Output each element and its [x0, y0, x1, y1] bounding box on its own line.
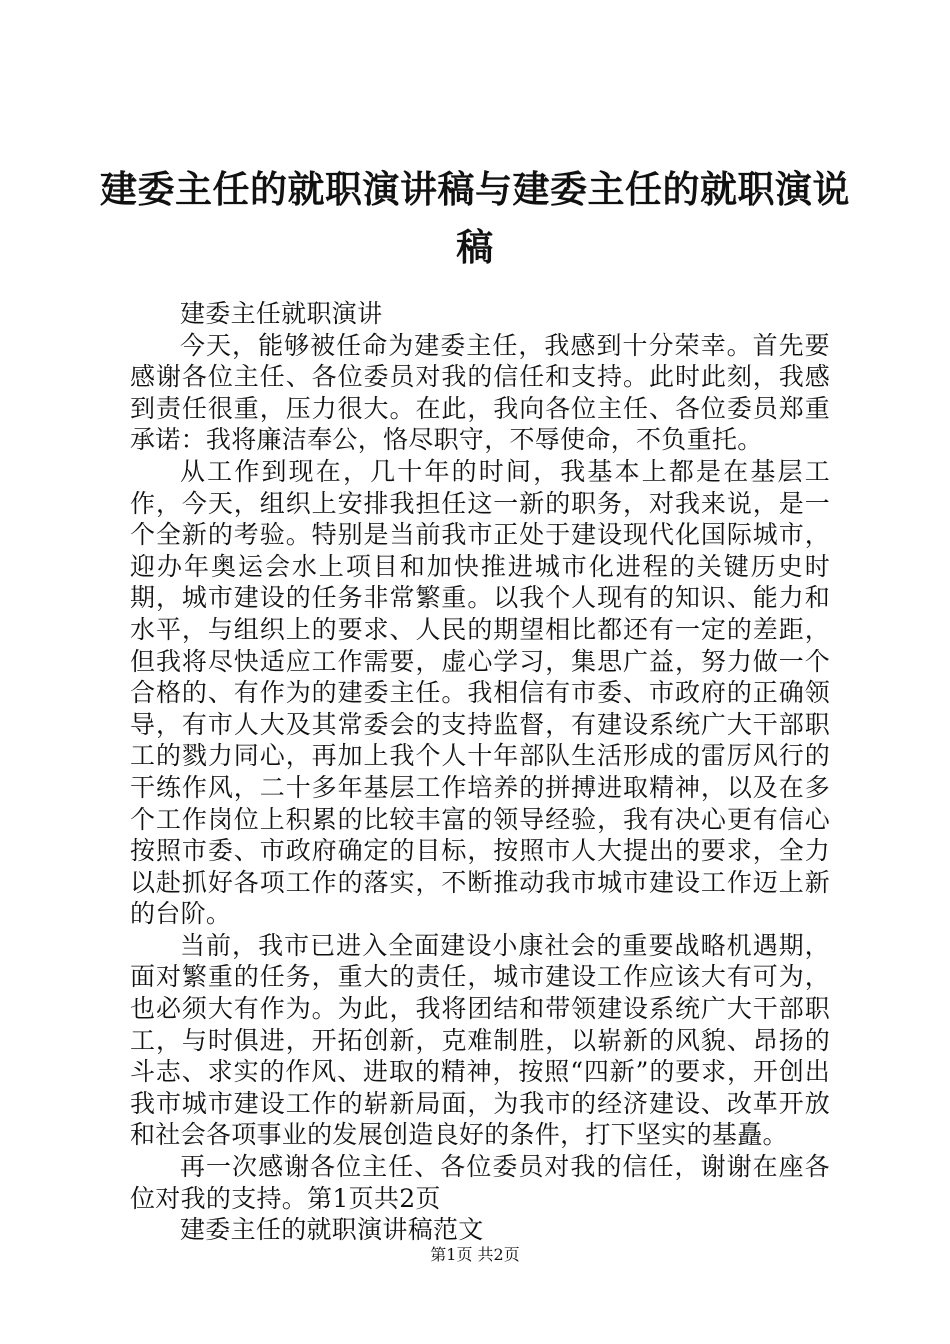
paragraph-section-heading: 建委主任的就职演讲稿范文 — [180, 1215, 484, 1245]
paragraph: 今天，能够被任命为建委主任，我感到十分荣幸。首先要感谢各位主任、各位委员对我的信任和支持。此时此刻，我感到责任很重，压力很大。在此，我向各位主任、各位委员郑重承诺：我将廉洁奉公，恪尽职守，不辱使命，不负重托。 — [130, 330, 830, 455]
paragraph: 再一次感谢各位主任、各位委员对我的信任，谢谢在座各位对我的支持。第1页共2页 — [130, 1152, 830, 1213]
paragraph: 从工作到现在，几十年的时间，我基本上都是在基层工作，今天，组织上安排我担任这一新的职务，对我来说，是一个全新的考验。特别是当前我市正处于建设现代化国际城市，迎办年奥运会水上项目和加快推进城市化进程的关键历史时期，城市建设的任务非常繁重。以我个人现有的知识、能力和水平，与组织上的要求、人民的期望相比都还有一定的差距，但我将尽快适应工作需要，虚心学习，集思广益，努力做一个合格的、有作为的建委主任。我相信有市委、市政府的正确领导，有市人大及其常委会的支持监督，有建设系统广大干部职工的戮力同心，再加上我个人十年部队生活形成的雷厉风行的干练作风，二十多年基层工作培养的拼搏进取精神，以及在多个工作岗位上积累的比较丰富的领导经验，我有决心更有信心按照市委、市政府确定的目标，按照市人大提出的要求，全力以赴抓好各项工作的落实，不断推动我市城市建设工作迈上新的台阶。 — [130, 456, 830, 929]
paragraph-subtitle: 建委主任就职演讲 — [180, 299, 383, 328]
page-footer: 第1页 共2页 — [430, 1245, 520, 1264]
document-body — [130, 298, 830, 1246]
paragraph: 当前，我市已进入全面建设小康社会的重要战略机遇期，面对繁重的任务，重大的责任，城市建设工作应该大有可为，也必须大有作为。为此，我将团结和带领建设系统广大干部职工，与时俱进，开拓创新，克难制胜，以崭新的风貌、昂扬的斗志、求实的作风、进取的精神，按照“四新”的要求，开创出我市城市建设工作的崭新局面，为我市的经济建设、改革开放和社会各项事业的发展创造良好的条件，打下坚实的基矗。 — [130, 930, 830, 1150]
document-title: 建委主任的就职演讲稿与建委主任的就职演说稿 — [100, 167, 850, 269]
